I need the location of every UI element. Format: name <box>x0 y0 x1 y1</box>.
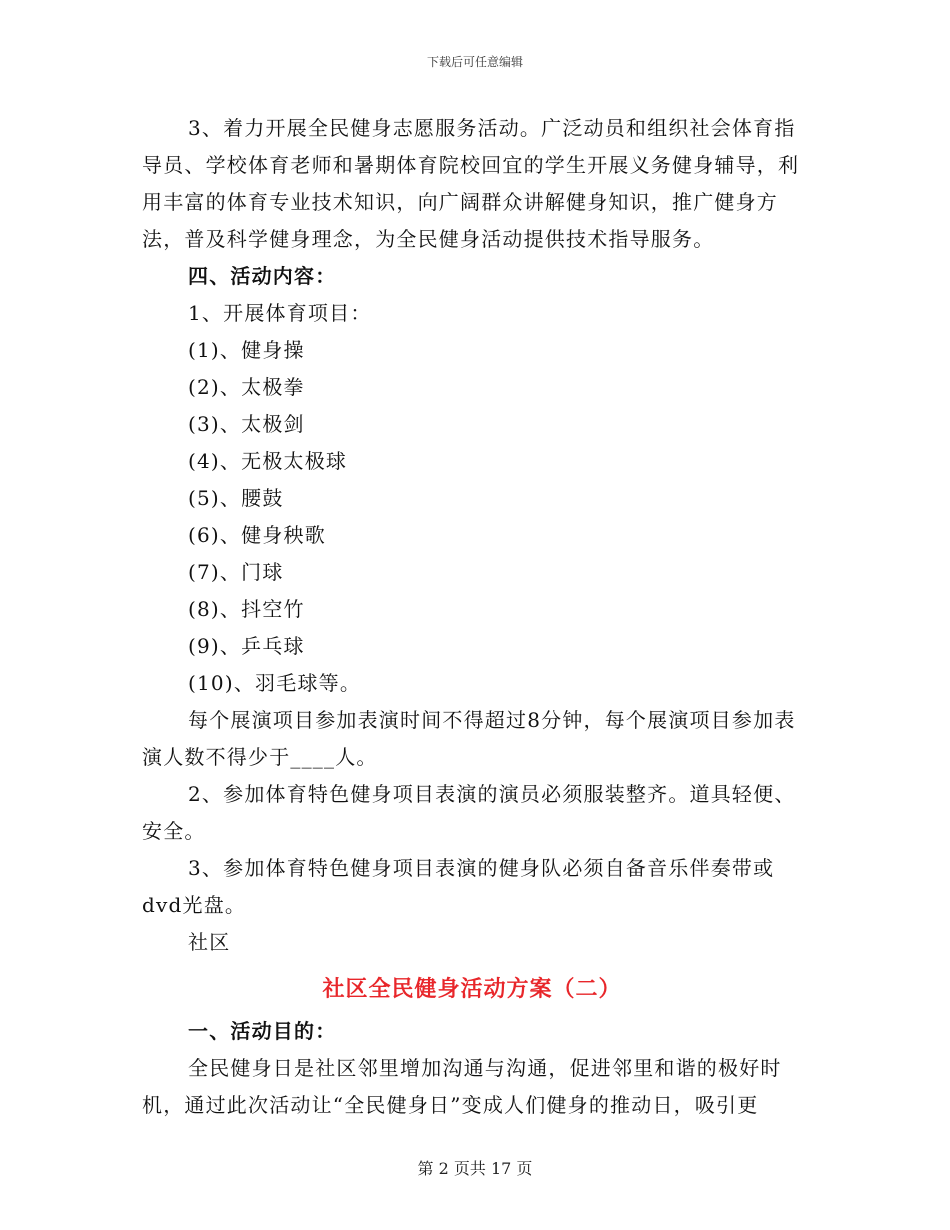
section-heading-activity-content: 四、活动内容： <box>188 264 337 288</box>
page-footer: 第 2 页共 17 页 <box>417 1159 533 1178</box>
page-header: 下载后可任意编辑 <box>426 55 523 69</box>
paragraph-purpose: 全民健身日是社区邻里增加沟通与沟通，促进邻里和谐的极好时机，通过此次活动让“全民健身日”变成人们健身的推动日，吸引更 <box>142 1056 782 1117</box>
item-heading-sports: 1、开展体育项目： <box>188 301 372 325</box>
paragraph-volunteer-service: 3、着力开展全民健身志愿服务活动。广泛动员和组织社会体育指导员、学校体育老师和暑期体育院校回宜的学生开展义务健身辅导，利用丰富的体育专业技术知识，向广阔群众讲解健身知识，推广健身方法，普及科学健身理念，为全民健身活动提供技术指导服务。 <box>142 116 800 251</box>
list-item: (9)、乒乓球 <box>188 634 305 658</box>
list-item: (4)、无极太极球 <box>188 449 348 473</box>
list-item: (7)、门球 <box>188 560 284 584</box>
community-signature: 社区 <box>188 930 231 954</box>
paragraph-performance-time: 每个展演项目参加表演时间不得超过8分钟，每个展演项目参加表演人数不得少于____人。 <box>142 708 796 769</box>
paragraph-music-requirement: 3、参加体育特色健身项目表演的健身队必须自备音乐伴奏带或dvd光盘。 <box>142 856 775 917</box>
section-heading-purpose: 一、活动目的： <box>188 1019 337 1043</box>
paragraph-costume-requirement: 2、参加体育特色健身项目表演的演员必须服装整齐。道具轻便、安全。 <box>142 782 796 843</box>
sports-list <box>142 332 802 702</box>
list-item: (8)、抖空竹 <box>188 597 305 621</box>
list-item: (2)、太极拳 <box>188 375 305 399</box>
list-item: (10)、羽毛球等。 <box>188 671 362 695</box>
list-item: (5)、腰鼓 <box>188 486 284 510</box>
document-title: 社区全民健身活动方案（二） <box>322 976 622 1002</box>
list-item: (6)、健身秧歌 <box>188 523 326 547</box>
document-body <box>142 110 802 1124</box>
list-item: (1)、健身操 <box>188 338 305 362</box>
list-item: (3)、太极剑 <box>188 412 305 436</box>
